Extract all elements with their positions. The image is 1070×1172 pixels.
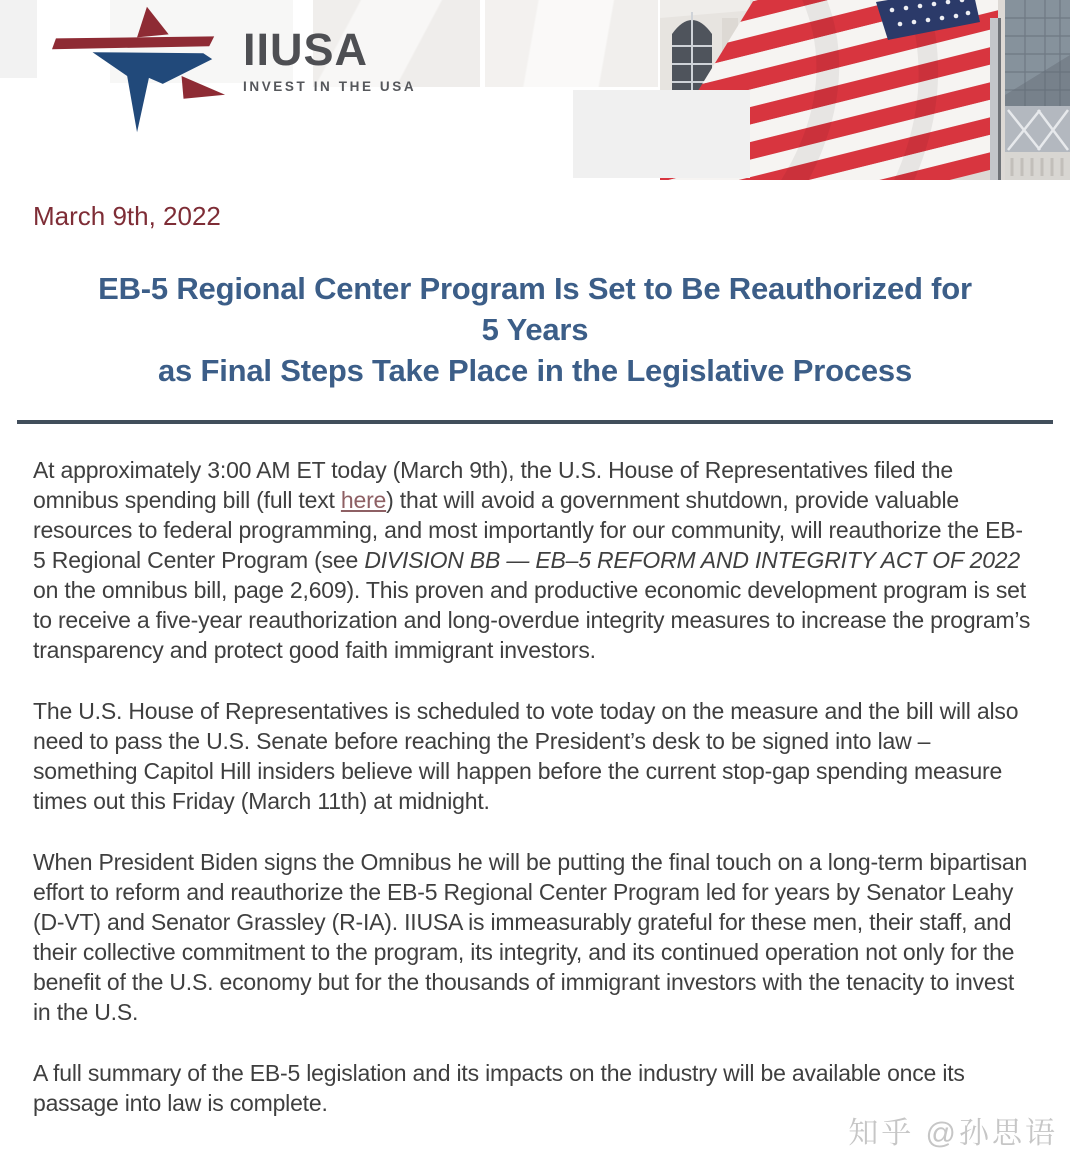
title-line-2: 5 Years bbox=[481, 312, 589, 347]
paragraph-1 bbox=[33, 455, 1035, 665]
paragraph-4: A full summary of the EB-5 legislation and its impacts on the industry will be available once its passage into law is complete. bbox=[33, 1060, 965, 1116]
paragraph-1-text: ) that will avoid a government shutdown, provide valuable resources to federal programming, and most importantly for our community, will reauthorize the EB-5 Regional Center Program (see bbox=[33, 487, 1023, 573]
full-text-here-link[interactable]: here bbox=[340, 487, 387, 513]
brand-block bbox=[243, 24, 417, 94]
article-date: March 9th, 2022 bbox=[33, 201, 221, 231]
paragraph-3: When President Biden signs the Omnibus he will be putting the final touch on a long-term bipartisan effort to reform and reauthorize the EB-5 Regional Center Program led for years by Senator Leahy (D-VT) and Senator Grassley (R-IA). IIUSA is immeasurably grateful for these men, their staff, and their collective commitment to the program, its integrity, and its continued operation not only for the benefit of the U.S. economy but for the thousands of immigrant investors with the tenacity to invest in the U.S. bbox=[33, 849, 1028, 1025]
section-divider bbox=[17, 420, 1053, 424]
title-line-3: as Final Steps Take Place in the Legislative Process bbox=[157, 353, 913, 388]
header-gray-block bbox=[573, 90, 750, 178]
division-bb-act-italic: DIVISION BB — EB–5 REFORM AND INTEGRITY ACT OF 2022 bbox=[364, 547, 1020, 573]
brand-tagline: INVEST IN THE USA bbox=[243, 79, 417, 94]
paragraph-1-text: on the omnibus bill, page 2,609). This proven and productive economic development program is set to receive a five-year reauthorization and long-overdue integrity measures to increase the program’s transparency and protect good faith immigrant investors. bbox=[33, 577, 1031, 663]
brand-name: IIUSA bbox=[243, 24, 369, 75]
header-collage-tile-capitol-faded bbox=[485, 0, 658, 87]
article-body bbox=[33, 455, 1035, 1118]
page-header bbox=[0, 0, 1070, 180]
page-title bbox=[18, 268, 1052, 391]
header-collage-tile bbox=[0, 0, 37, 78]
title-line-1: EB-5 Regional Center Program Is Set to Be Reauthorized for bbox=[98, 271, 972, 306]
zhihu-watermark: 知乎 @孙思语 bbox=[848, 1117, 1058, 1150]
iiusa-star-logo-icon bbox=[52, 6, 230, 136]
paragraph-1-text: At approximately 3:00 AM ET today (March 9th), the U.S. House of Representatives filed the omnibus spending bill (full text bbox=[33, 457, 953, 513]
paragraph-2: The U.S. House of Representatives is scheduled to vote today on the measure and the bill will also need to pass the U.S. Senate before reaching the President’s desk to be signed into law – something Capitol Hill insiders believe will happen before the current stop-gap spending measure times out this Friday (March 11th) at midnight. bbox=[33, 698, 1019, 814]
